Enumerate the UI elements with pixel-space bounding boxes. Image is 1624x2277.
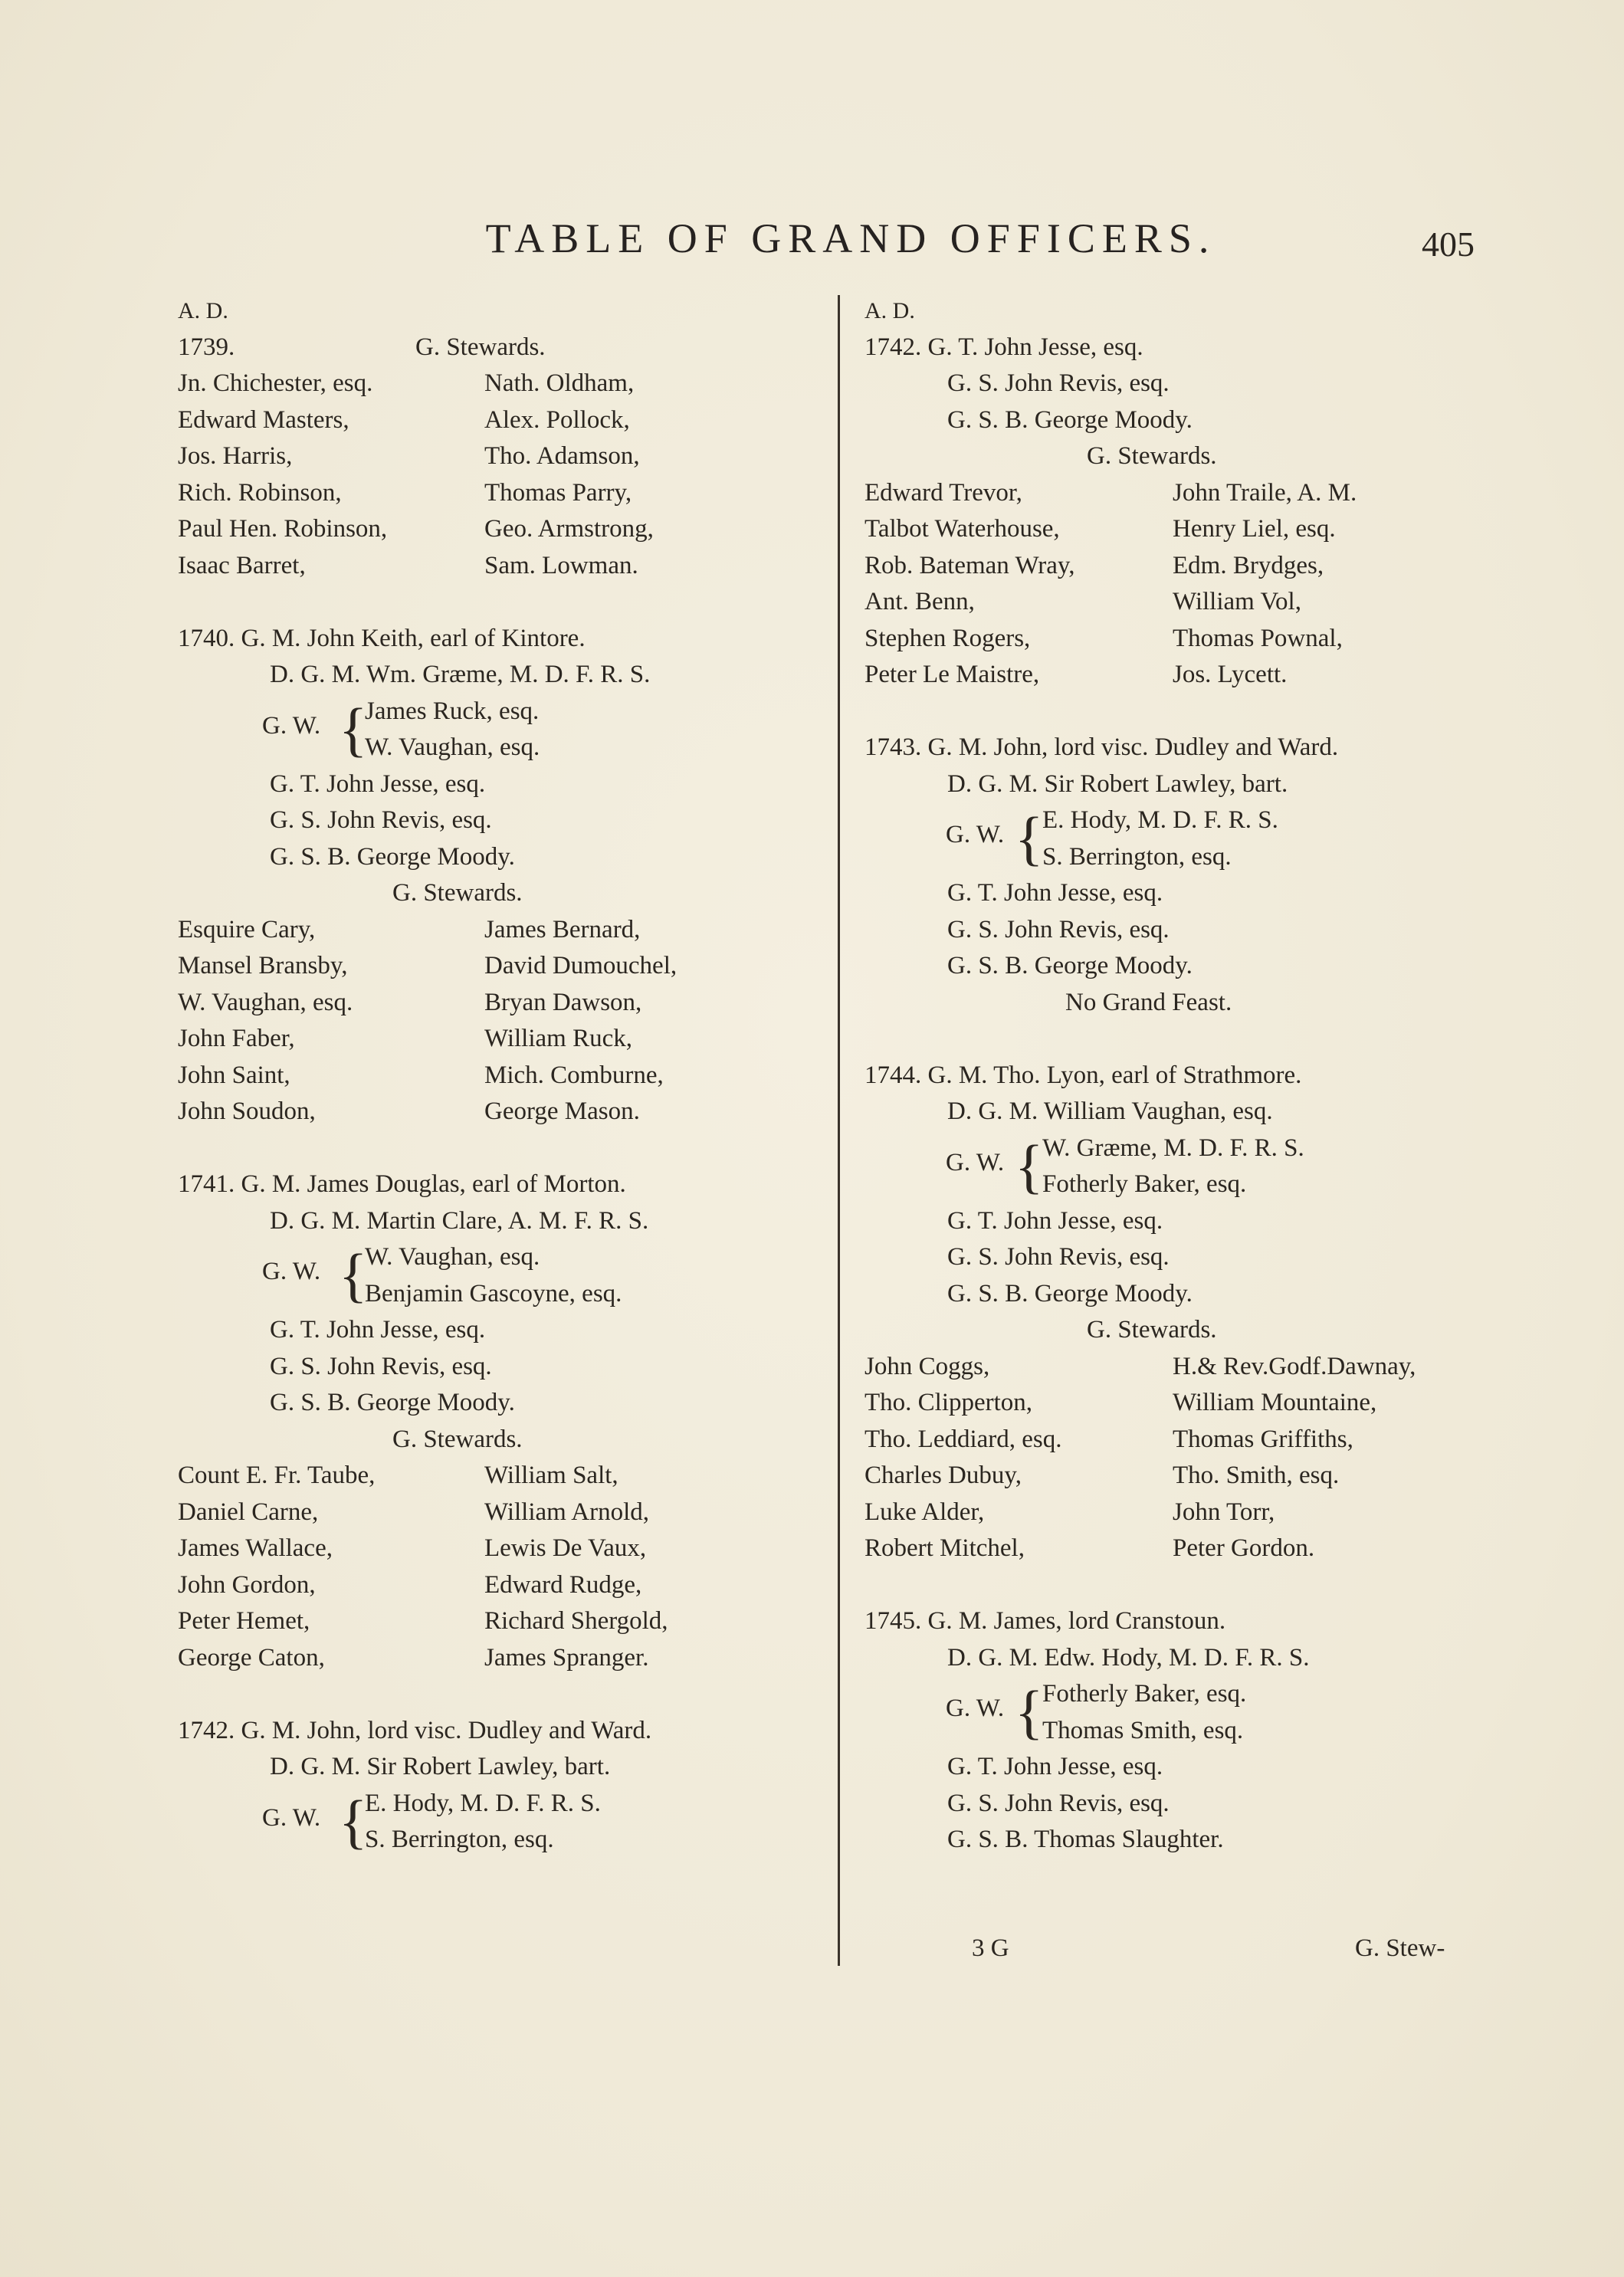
stewards-title: G. Stewards. bbox=[1087, 1316, 1217, 1344]
steward-row bbox=[178, 1640, 837, 1677]
steward-row bbox=[178, 1494, 837, 1531]
steward-name: Edward Trevor, bbox=[864, 478, 1022, 507]
steward-name: William Ruck, bbox=[484, 1025, 632, 1052]
warden-name: Thomas Smith, esq. bbox=[1042, 1716, 1244, 1744]
steward-name: George Caton, bbox=[178, 1643, 325, 1672]
grand-master: G. M. John, lord visc. Dudley and Ward. bbox=[241, 1716, 652, 1744]
steward-name: William Arnold, bbox=[484, 1498, 649, 1526]
steward-row bbox=[864, 1385, 1462, 1422]
steward-name: Mich. Comburne, bbox=[484, 1061, 664, 1089]
steward-name: Geo. Armstrong, bbox=[484, 515, 654, 543]
warden-name: W. Vaughan, esq. bbox=[365, 733, 540, 761]
year-1743: 1743. bbox=[864, 733, 922, 761]
steward-name: Edm. Brydges, bbox=[1173, 551, 1324, 579]
steward-name: James Spranger. bbox=[484, 1643, 649, 1672]
gw-label: G. W. bbox=[262, 1803, 321, 1832]
steward-name: Isaac Barret, bbox=[178, 551, 306, 579]
entry-1744-gm bbox=[864, 1058, 1462, 1094]
steward-row bbox=[178, 1603, 837, 1640]
steward-name: Alex. Pollock, bbox=[484, 405, 630, 434]
steward-row bbox=[178, 912, 837, 949]
catchword: G. Stew- bbox=[1355, 1934, 1445, 1962]
warden-name: E. Hody, M. D. F. R. S. bbox=[1042, 806, 1278, 834]
warden-name: W. Vaughan, esq. bbox=[365, 1243, 540, 1271]
steward-row bbox=[178, 1094, 837, 1130]
deputy-grand-master: D. G. M. Sir Robert Lawley, bart. bbox=[270, 1753, 611, 1780]
ad-heading: A. D. bbox=[864, 298, 915, 323]
page-title: TABLE OF GRAND OFFICERS. bbox=[485, 215, 1216, 261]
grand-treasurer: 1742. G. T. John Jesse, esq. bbox=[864, 333, 1143, 361]
steward-name: Thomas Griffiths, bbox=[1173, 1425, 1353, 1453]
grand-master: G. M. Tho. Lyon, earl of Strathmore. bbox=[927, 1061, 1302, 1089]
steward-row bbox=[178, 1531, 837, 1567]
year-1742: 1742. bbox=[178, 1716, 235, 1744]
right-column bbox=[864, 293, 1462, 1859]
steward-row bbox=[864, 1422, 1462, 1458]
steward-name: Tho. Smith, esq. bbox=[1173, 1462, 1340, 1489]
steward-row bbox=[864, 511, 1462, 548]
warden-name: W. Græme, M. D. F. R. S. bbox=[1042, 1134, 1304, 1162]
grand-treasurer: G. T. John Jesse, esq. bbox=[947, 879, 1163, 907]
steward-row bbox=[864, 1458, 1462, 1494]
entry-1743-gm bbox=[864, 730, 1462, 766]
steward-row bbox=[864, 584, 1462, 621]
steward-name: Mansel Bransby, bbox=[178, 952, 348, 979]
warden-name: Benjamin Gascoyne, esq. bbox=[365, 1279, 622, 1307]
steward-name: Edward Masters, bbox=[178, 405, 349, 434]
steward-row bbox=[864, 1349, 1462, 1386]
steward-row bbox=[178, 985, 837, 1022]
steward-name: James Bernard, bbox=[484, 915, 641, 943]
steward-name: Peter Le Maistre, bbox=[864, 661, 1040, 688]
deputy-grand-master: D. G. M. Wm. Græme, M. D. F. R. S. bbox=[270, 661, 651, 688]
signature-mark: 3 G bbox=[972, 1934, 1009, 1962]
steward-row bbox=[864, 475, 1462, 512]
steward-name: Jos. Harris, bbox=[178, 442, 293, 470]
grand-secretary: G. S. John Revis, esq. bbox=[947, 1789, 1170, 1817]
year-1740: 1740. bbox=[178, 624, 235, 652]
steward-name: Charles Dubuy, bbox=[864, 1462, 1022, 1489]
gw-label: G. W. bbox=[946, 1695, 1005, 1722]
steward-name: H.& Rev.Godf.Dawnay, bbox=[1173, 1352, 1416, 1380]
steward-name: Robert Mitchel, bbox=[864, 1534, 1025, 1562]
steward-name: Edward Rudge, bbox=[484, 1570, 642, 1599]
steward-row bbox=[178, 1021, 837, 1058]
steward-name: Richard Shergold, bbox=[484, 1607, 668, 1635]
grand-treasurer: G. T. John Jesse, esq. bbox=[270, 769, 486, 798]
steward-name: Jn. Chichester, esq. bbox=[178, 369, 373, 397]
grand-sword-bearer: G. S. B. George Moody. bbox=[270, 842, 515, 871]
steward-row bbox=[178, 438, 837, 475]
steward-name: Jos. Lycett. bbox=[1173, 661, 1288, 688]
steward-name: George Mason. bbox=[484, 1097, 640, 1125]
grand-secretary: G. S. John Revis, esq. bbox=[270, 806, 492, 834]
year-1744: 1744. bbox=[864, 1061, 922, 1089]
steward-row bbox=[864, 548, 1462, 585]
steward-name: Lewis De Vaux, bbox=[484, 1534, 647, 1562]
steward-name: John Traile, A. M. bbox=[1173, 478, 1357, 507]
steward-name: William Salt, bbox=[484, 1462, 618, 1489]
grand-sword-bearer: G. S. B. George Moody. bbox=[947, 405, 1193, 434]
grand-wardens bbox=[178, 694, 837, 766]
ad-heading: A. D. bbox=[178, 298, 228, 323]
grand-wardens bbox=[864, 1130, 1462, 1203]
entry-1739-header bbox=[178, 330, 837, 366]
deputy-grand-master: D. G. M. William Vaughan, esq. bbox=[947, 1097, 1273, 1125]
steward-name: Thomas Parry, bbox=[484, 478, 632, 507]
grand-secretary: G. S. John Revis, esq. bbox=[947, 369, 1170, 397]
grand-sword-bearer: G. S. B. George Moody. bbox=[947, 952, 1193, 979]
year-1745: 1745. bbox=[864, 1607, 922, 1635]
gw-label: G. W. bbox=[262, 711, 321, 740]
steward-name: Stephen Rogers, bbox=[864, 624, 1031, 652]
grand-master: G. M. James, lord Cranstoun. bbox=[927, 1607, 1226, 1635]
brace-icon: { bbox=[339, 1242, 368, 1308]
entry-1741-gm bbox=[178, 1166, 837, 1203]
steward-name: Count E. Fr. Taube, bbox=[178, 1462, 376, 1489]
warden-name: S. Berrington, esq. bbox=[365, 1826, 554, 1853]
steward-name: Luke Alder, bbox=[864, 1498, 985, 1526]
steward-name: Peter Hemet, bbox=[178, 1607, 310, 1635]
grand-wardens bbox=[864, 802, 1462, 875]
grand-wardens bbox=[178, 1786, 837, 1859]
steward-row bbox=[864, 1494, 1462, 1531]
steward-name: W. Vaughan, esq. bbox=[178, 988, 353, 1016]
stewards-title: G. Stewards. bbox=[415, 333, 546, 361]
steward-row bbox=[178, 1458, 837, 1494]
brace-icon: { bbox=[339, 1787, 368, 1855]
stewards-title: G. Stewards. bbox=[1087, 442, 1217, 470]
warden-name: E. Hody, M. D. F. R. S. bbox=[365, 1789, 601, 1817]
steward-name: John Saint, bbox=[178, 1061, 290, 1089]
steward-name: Sam. Lowman. bbox=[484, 551, 638, 579]
warden-name: Fotherly Baker, esq. bbox=[1042, 1680, 1247, 1708]
left-column bbox=[178, 293, 837, 1859]
steward-row bbox=[178, 948, 837, 985]
steward-name: Thomas Pownal, bbox=[1173, 624, 1343, 652]
gw-label: G. W. bbox=[262, 1258, 321, 1285]
stewards-title: G. Stewards. bbox=[392, 879, 523, 907]
grand-secretary: G. S. John Revis, esq. bbox=[947, 1243, 1170, 1271]
grand-treasurer: G. T. John Jesse, esq. bbox=[947, 1753, 1163, 1780]
brace-icon: { bbox=[1015, 805, 1044, 871]
steward-row bbox=[864, 1531, 1462, 1567]
grand-wardens bbox=[864, 1676, 1462, 1749]
stewards-title: G. Stewards. bbox=[392, 1425, 523, 1453]
deputy-grand-master: D. G. M. Martin Clare, A. M. F. R. S. bbox=[270, 1206, 649, 1235]
grand-sword-bearer: G. S. B. Thomas Slaughter. bbox=[947, 1826, 1224, 1853]
steward-row bbox=[178, 402, 837, 439]
steward-row bbox=[178, 511, 837, 548]
warden-name: James Ruck, esq. bbox=[365, 697, 540, 725]
year-1741: 1741. bbox=[178, 1170, 235, 1198]
grand-master: G. M. James Douglas, earl of Morton. bbox=[241, 1170, 626, 1198]
warden-name: Fotherly Baker, esq. bbox=[1042, 1170, 1247, 1198]
grand-master: G. M. John Keith, earl of Kintore. bbox=[241, 624, 586, 652]
steward-name: Paul Hen. Robinson, bbox=[178, 515, 388, 543]
steward-name: William Vol, bbox=[1173, 588, 1301, 615]
gw-label: G. W. bbox=[946, 821, 1005, 848]
grand-master: G. M. John, lord visc. Dudley and Ward. bbox=[927, 733, 1339, 761]
steward-name: Tho. Clipperton, bbox=[864, 1389, 1033, 1416]
grand-wardens bbox=[178, 1239, 837, 1312]
steward-row bbox=[864, 657, 1462, 694]
steward-name: Tho. Leddiard, esq. bbox=[864, 1425, 1062, 1453]
gw-label: G. W. bbox=[946, 1148, 1005, 1176]
steward-name: Daniel Carne, bbox=[178, 1498, 319, 1526]
steward-row bbox=[178, 1058, 837, 1094]
steward-name: John Soudon, bbox=[178, 1097, 316, 1125]
steward-row bbox=[178, 475, 837, 512]
brace-icon: { bbox=[1015, 1678, 1044, 1745]
steward-name: James Wallace, bbox=[178, 1534, 333, 1562]
no-grand-feast-note: No Grand Feast. bbox=[1065, 988, 1232, 1016]
steward-name: John Coggs, bbox=[864, 1352, 990, 1380]
steward-name: Rob. Bateman Wray, bbox=[864, 551, 1075, 579]
grand-secretary: G. S. John Revis, esq. bbox=[947, 915, 1170, 943]
grand-secretary: G. S. John Revis, esq. bbox=[270, 1352, 492, 1380]
column-divider bbox=[838, 295, 840, 1966]
steward-name: Henry Liel, esq. bbox=[1173, 515, 1336, 543]
steward-name: Rich. Robinson, bbox=[178, 478, 342, 507]
entry-1740-gm bbox=[178, 621, 837, 658]
steward-name: Nath. Oldham, bbox=[484, 369, 635, 397]
steward-name: David Dumouchel, bbox=[484, 952, 677, 979]
steward-name: Bryan Dawson, bbox=[484, 988, 642, 1016]
grand-treasurer: G. T. John Jesse, esq. bbox=[947, 1206, 1163, 1235]
steward-row bbox=[178, 548, 837, 585]
steward-name: John Gordon, bbox=[178, 1570, 316, 1599]
steward-row bbox=[864, 621, 1462, 658]
entry-1745-gm bbox=[864, 1603, 1462, 1640]
deputy-grand-master: D. G. M. Sir Robert Lawley, bart. bbox=[947, 769, 1288, 798]
entry-1742-gm bbox=[178, 1713, 837, 1750]
steward-name: Peter Gordon. bbox=[1173, 1534, 1315, 1562]
steward-name: John Faber, bbox=[178, 1025, 295, 1052]
steward-name: William Mountaine, bbox=[1173, 1389, 1377, 1416]
steward-name: Ant. Benn, bbox=[864, 588, 975, 615]
steward-name: Talbot Waterhouse, bbox=[864, 515, 1060, 543]
grand-sword-bearer: G. S. B. George Moody. bbox=[270, 1389, 515, 1416]
steward-name: Tho. Adamson, bbox=[484, 442, 640, 470]
grand-sword-bearer: G. S. B. George Moody. bbox=[947, 1279, 1193, 1307]
steward-row bbox=[178, 1567, 837, 1604]
steward-row bbox=[178, 366, 837, 402]
page-number: 405 bbox=[1422, 225, 1475, 264]
brace-icon: { bbox=[1015, 1132, 1044, 1199]
deputy-grand-master: D. G. M. Edw. Hody, M. D. F. R. S. bbox=[947, 1643, 1310, 1672]
grand-treasurer: G. T. John Jesse, esq. bbox=[270, 1316, 486, 1344]
year-1739: 1739. bbox=[178, 333, 235, 361]
warden-name: S. Berrington, esq. bbox=[1042, 842, 1232, 871]
steward-name: John Torr, bbox=[1173, 1498, 1275, 1526]
brace-icon: { bbox=[339, 695, 368, 763]
steward-name: Esquire Cary, bbox=[178, 915, 316, 943]
